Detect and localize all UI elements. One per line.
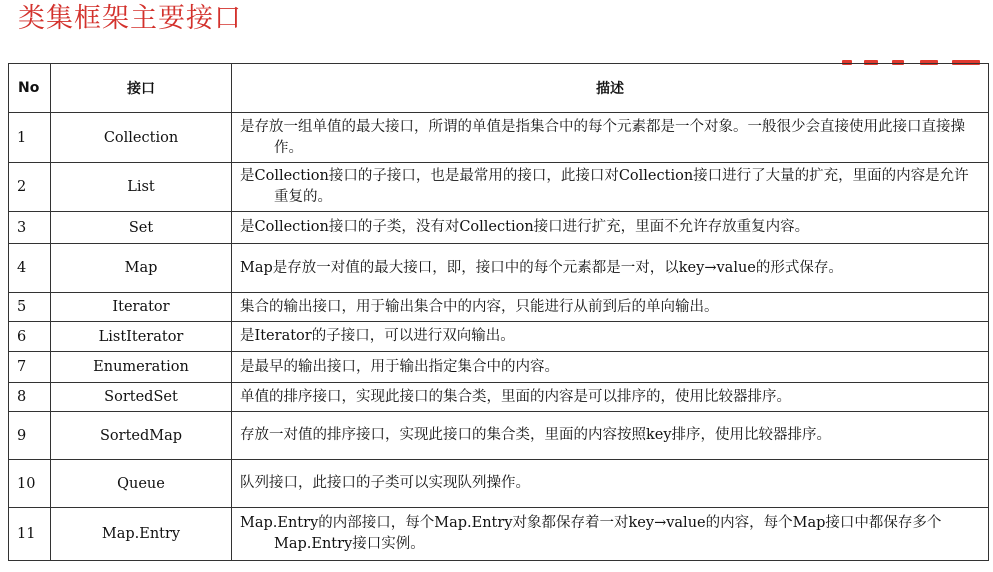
row-number: 1 xyxy=(9,113,51,163)
interface-description: 是Collection接口的子类，没有对Collection接口进行扩充，里面不允许存放重复内容。 xyxy=(240,219,810,235)
interface-description: 是Iterator的子接口，可以进行双向输出。 xyxy=(240,328,515,344)
interface-description: 是Collection接口的子接口，也是最常用的接口，此接口对Collection接口进行了大量的扩充，里面的内容是允许重复的。 xyxy=(240,168,969,205)
interface-name: Enumeration xyxy=(51,352,232,383)
table-row xyxy=(9,293,989,322)
row-number: 2 xyxy=(9,163,51,212)
table-row xyxy=(9,163,989,212)
interface-name: Collection xyxy=(51,113,232,163)
table-row xyxy=(9,412,989,460)
table-row xyxy=(9,352,989,383)
interface-description-cell xyxy=(232,412,989,460)
interface-description-cell xyxy=(232,212,989,244)
header-description: 描述 xyxy=(232,64,989,113)
row-number: 6 xyxy=(9,322,51,352)
interface-description: Map.Entry的内部接口，每个Map.Entry对象都保存着一对key→value的内容，每个Map接口中都保存多个Map.Entry接口实例。 xyxy=(240,515,942,552)
interface-description-cell xyxy=(232,508,989,561)
interface-name: SortedMap xyxy=(51,412,232,460)
table-row xyxy=(9,212,989,244)
interface-name: Set xyxy=(51,212,232,244)
row-number: 9 xyxy=(9,412,51,460)
interface-description: 队列接口，此接口的子类可以实现队列操作。 xyxy=(240,475,530,491)
interface-name: ListIterator xyxy=(51,322,232,352)
table-row xyxy=(9,244,989,293)
table-row xyxy=(9,508,989,561)
interface-name: Map xyxy=(51,244,232,293)
row-number: 8 xyxy=(9,383,51,412)
row-number: 10 xyxy=(9,460,51,508)
interface-name: Queue xyxy=(51,460,232,508)
interface-name: List xyxy=(51,163,232,212)
row-number: 7 xyxy=(9,352,51,383)
page-title: 类集框架主要接口 xyxy=(18,3,242,34)
interface-description: 存放一对值的排序接口，实现此接口的集合类，里面的内容按照key排序，使用比较器排序。 xyxy=(240,427,832,443)
row-number: 3 xyxy=(9,212,51,244)
interfaces-table xyxy=(8,63,989,561)
interface-description-cell xyxy=(232,383,989,412)
table-body xyxy=(9,113,989,561)
interface-name: SortedSet xyxy=(51,383,232,412)
interface-description-cell xyxy=(232,113,989,163)
interface-description-cell xyxy=(232,460,989,508)
interface-description-cell xyxy=(232,244,989,293)
interface-description: 是存放一组单值的最大接口，所谓的单值是指集合中的每个元素都是一个对象。一般很少会直接使用此接口直接操作。 xyxy=(240,118,965,156)
interface-description: 是最早的输出接口，用于输出指定集合中的内容。 xyxy=(240,358,559,375)
header-no: No xyxy=(9,64,51,113)
interface-description-cell xyxy=(232,322,989,352)
interface-description: 单值的排序接口，实现此接口的集合类，里面的内容是可以排序的，使用比较器排序。 xyxy=(240,388,791,405)
interface-description-cell xyxy=(232,163,989,212)
interface-description: 集合的输出接口，用于输出集合中的内容，只能进行从前到后的单向输出。 xyxy=(240,298,719,315)
table-row xyxy=(9,113,989,163)
interface-name: Map.Entry xyxy=(51,508,232,561)
interface-name: Iterator xyxy=(51,293,232,322)
table-row xyxy=(9,460,989,508)
interface-description-cell xyxy=(232,352,989,383)
interface-description-cell xyxy=(232,293,989,322)
header-interface: 接口 xyxy=(51,64,232,113)
row-number: 5 xyxy=(9,293,51,322)
interface-description: Map是存放一对值的最大接口，即，接口中的每个元素都是一对，以key→value的形式保存。 xyxy=(240,259,843,276)
table-row xyxy=(9,383,989,412)
row-number: 11 xyxy=(9,508,51,561)
row-number: 4 xyxy=(9,244,51,293)
table-header-row xyxy=(9,64,989,113)
table-row xyxy=(9,322,989,352)
